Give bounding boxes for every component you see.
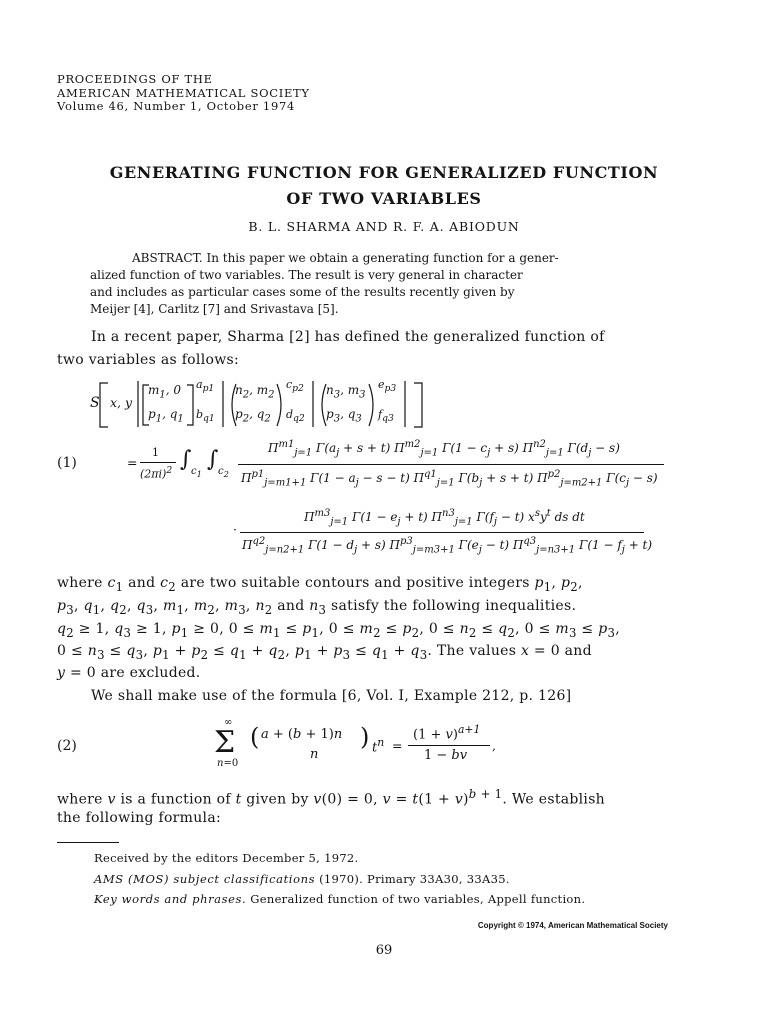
- conditions-line: y = 0 are excluded.: [57, 665, 201, 681]
- formula-reference: We shall make use of the formula [6, Vol. I, Example 212, p. 126]: [91, 688, 572, 704]
- paper-title-line2: OF TWO VARIABLES: [286, 189, 482, 208]
- left-bracket-icon: [98, 382, 110, 428]
- journal-volume: Volume 46, Number 1, October 1974: [57, 99, 295, 113]
- footnote-keywords: [94, 892, 585, 906]
- after-equation-2-line: where v is a function of t given by v(0) = 0, $v = t(1 + v)^{b + 1}$. We establish: [57, 787, 606, 808]
- abstract-line: and includes as particular cases some of the results recently given by: [90, 285, 515, 299]
- conditions-line: $q_2 \ge 1$, $q_3 \ge 1$, $p_1 \ge 0$, $0 \le m_1 \le p_1$, $0 \le m_2 \le p_2$, $0 \le n_2 \le q_2$, $0 \le m_3 \le p_3$,: [57, 621, 620, 640]
- intro-line: In a recent paper, Sharma [2] has defined the generalized function of: [91, 329, 605, 345]
- journal-header: [57, 73, 310, 114]
- copyright-notice: Copyright © 1974, American Mathematical Society: [477, 921, 668, 930]
- abstract-line: Meijer [4], Carlitz [7] and Srivastava [5].: [90, 302, 339, 316]
- journal-page: PROCEEDINGS OF THE AMERICAN MATHEMATICAL SOCIETY Volume 46, Number 1, October 1974 GENERATING FUNCTION FOR GENERALIZED FUNCTION OF TWO VARIABLES B. L. SHARMA AND R. F. A. ABIODUN ABSTRACT. In this paper we obtain a generating function for a gener- alized function of two variables. The result is very general in character and includes as particular cases some of the results recently given by Meijer [4], Carlitz [7] and Srivastava [5]. In a recent paper, Sharma [2] has defined the generalized function of two variables as follows: S x, y $m_1$, 0 $p_1$, $q_1$ $a_{p1}$ $b_{q1}$ $n_2$, $m_2$ $p_2$, $q_2$ $c_{p2}$ $d_{q2}$ $n_3$, $m_3$ $p_3$, $q_3$ $e_{p3}$ $f_{q3}$ (1) = 1 $(2\pi i)^2$ ∫ $c_1$ ∫ $c_2$ $\Pi^{m1}_{j=1}$ $\Gamma(a_j + s + t)$ $\Pi^{m2}_{j=1}$ $\Gamma(1 - c_j + s)$ $\Pi^{n2}_{j=1}$ $\Gamma(d_j - s)$ $\Pi^{p1}_{j=m1+1}$ $\Gamma(1 - a_j - s - t)$ $\Pi^{q1}_{j=1}$ $\Gamma(b_j + s + t)$ $\Pi^{p2}_{j=m2+1}$ $\Gamma(c_j - s)$ · $\Pi^{m3}_{j=1}$ $\Gamma(1 - e_j + t)$ $\Pi^{n3}_{j=1}$ $\Gamma(f_j - t)$ $x^sy^t$ ds dt $\Pi^{q2}_{j=n2+1}$ $\Gamma(1 - d_j + s)$ $\Pi^{p3}_{j=m3+1}$ $\Gamma(e_j - t)$ $\Pi^{q3}_{j=n3+1}$ $\Gamma(1 - f_j + t)$ where $c_1$ and $c_2$ are two suitable contours and positive integers $p_1$, $p_2$, $p_3$, $q_1$, $q_2$, $q_3$, $m_1$, $m_2$, $m_3$, $n_2$ and $n_3$ satisfy the following inequalities. $q_2 \ge 1$, $q_3 \ge 1$, $p_1 \ge 0$, $0 \le m_1 \le p_1$, $0 \le m_2 \le p_2$, $0 \le n_2 \le q_2$, $0 \le m_3 \le p_3$, $0 \le n_3 \le q_3$, $p_1 + p_2 \le q_1 + q_2$, $p_1 + p_3 \le q_1 + q_3$. The values x = 0 and y = 0 are excluded. We shall make use of the formula [6, Vol. I, Example 212, p. 126] (2) ∞ Σ n=0 ( a + (b + 1)n n ) $t^n$ = $(1 + v)^{a+1}$ 1 − bv , where v is a function of t given by v(0) = 0, $v = t(1 + v)^{b + 1}$. We establish the following formula: Received by the editors December 5, 1972. AMS (MOS) subject classifications (1970). Primary 33A30, 33A35. Key words and phrases. Generalized function of two variables, Appell function. Copyright © 1974, American Mathematical Society 69: [0, 0, 768, 1024]
- conditions-line: $p_3$, $q_1$, $q_2$, $q_3$, $m_1$, $m_2$, $m_3$, $n_2$ and $n_3$ satisfy the following inequalities.: [57, 598, 577, 617]
- footnote-ams: [94, 872, 510, 886]
- abstract: [90, 250, 620, 318]
- paper-title-line1: GENERATING FUNCTION FOR GENERALIZED FUNCTION: [109, 163, 659, 182]
- conditions-line: where $c_1$ and $c_2$ are two suitable contours and positive integers $p_1$, $p_2$,: [57, 575, 583, 594]
- page-number: 69: [375, 943, 393, 958]
- journal-name-line2: AMERICAN MATHEMATICAL SOCIETY: [57, 85, 310, 100]
- footnote-rule: [57, 842, 119, 843]
- intro-line: two variables as follows:: [57, 352, 239, 368]
- journal-name-line1: PROCEEDINGS OF THE: [57, 72, 213, 86]
- abstract-line: ABSTRACT. In this paper we obtain a generating function for a gener-: [132, 251, 559, 265]
- paper-authors: B. L. SHARMA AND R. F. A. ABIODUN: [248, 219, 520, 234]
- abstract-line: alized function of two variables. The result is very general in character: [90, 268, 523, 282]
- footnote-ams-value: (1970). Primary 33A30, 33A35.: [319, 872, 510, 886]
- equation-1-label: (1): [57, 455, 77, 471]
- right-bracket-icon: [412, 382, 424, 428]
- footnote-keywords-label: Key words and phrases.: [94, 892, 247, 906]
- after-equation-2-line: the following formula:: [57, 810, 221, 826]
- footnote-received: Received by the editors December 5, 1972.: [94, 851, 359, 865]
- footnote-keywords-value: Generalized function of two variables, Appell function.: [250, 892, 586, 906]
- footnote-ams-label: AMS (MOS) subject classifications: [94, 872, 316, 886]
- conditions-line: $0 \le n_3 \le q_3$, $p_1 + p_2 \le q_1 + q_2$, $p_1 + p_3 \le q_1 + q_3$. The values x = 0 and: [57, 643, 592, 662]
- equation-2-label: (2): [57, 738, 77, 754]
